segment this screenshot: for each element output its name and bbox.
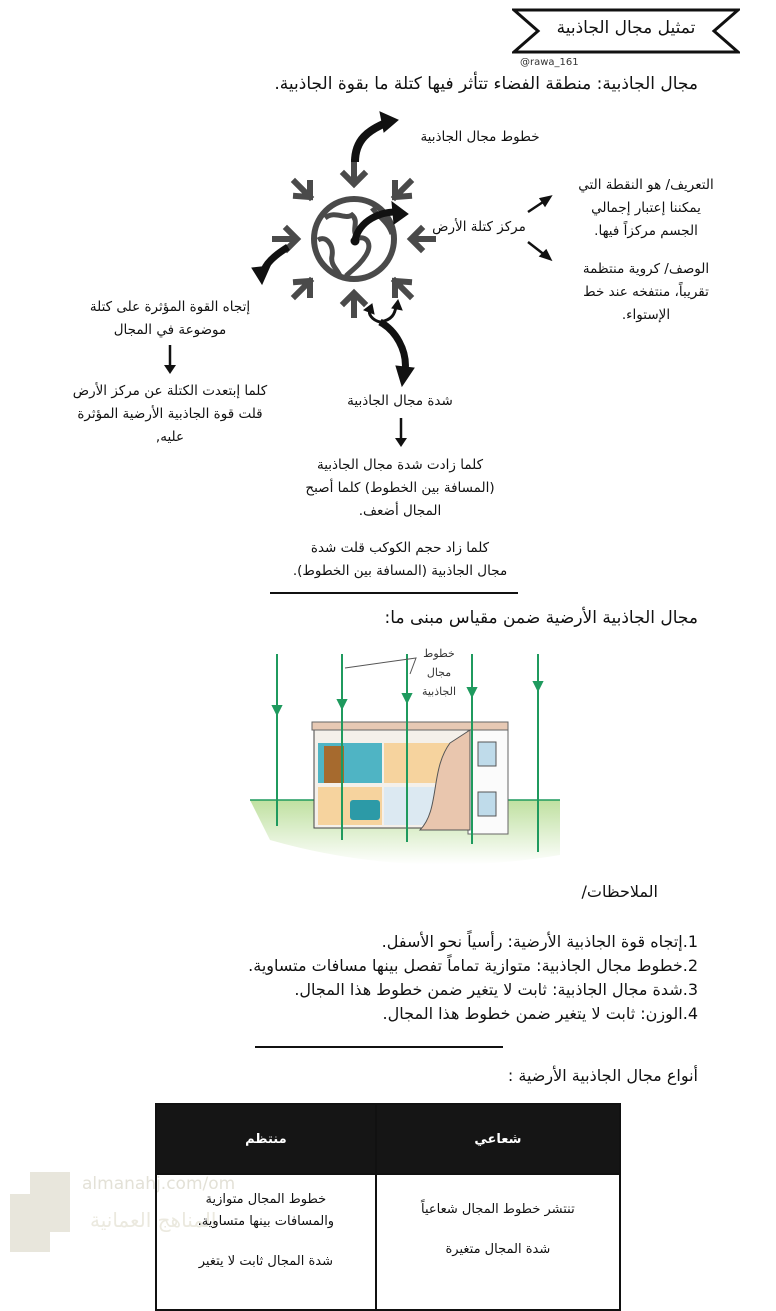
types-heading: أنواع مجال الجاذبية الأرضية : [507, 1066, 698, 1085]
down-arrow-icon [160, 345, 180, 375]
notes-list [248, 930, 698, 1026]
building-figure [250, 640, 560, 870]
label-definition: التعريف/ هو النقطة التي يمكننا إعتبار إجمالي الجسم مركزاً فيها. [578, 177, 714, 239]
label-force-direction: إتجاه القوة المؤثرة على كتلة موضوعة في المجال [89, 299, 251, 338]
cell-radial: تنتشر خطوط المجال شعاعياً شدة المجال متغيرة [376, 1174, 620, 1310]
label-description: الوصف/ كروية منتظمة تقريباً، منتفخه عند خط الإستواء. [582, 261, 710, 323]
note-item: 1.إتجاه قوة الجاذبية الأرضية: رأسياً نحو الأسفل. [381, 932, 698, 951]
column-header-uniform: منتظم [156, 1104, 376, 1174]
note-item: 2.خطوط مجال الجاذبية: متوازية تماماً تفصل بينها مسافات متساوية. [248, 956, 698, 975]
notes-heading: الملاحظات/ [581, 882, 658, 901]
label-planet-size: كلما زاد حجم الكوكب قلت شدة مجال الجاذبية (المسافة بين الخطوط). [292, 540, 508, 579]
divider [270, 592, 518, 594]
definition-text: مجال الجاذبية: منطقة الفضاء تتأثر فيها كتلة ما بقوة الجاذبية. [274, 74, 698, 94]
label-strength-result: كلما زادت شدة مجال الجاذبية (المسافة بين الخطوط) كلما أصبح المجال أضعف. [305, 457, 495, 519]
note-item: 3.شدة مجال الجاذبية: ثابت لا يتغير ضمن خطوط هذا المجال. [294, 980, 698, 999]
watermark-logo-icon [10, 1172, 70, 1252]
label-field-lines: خطوط مجال الجاذبية [420, 129, 540, 145]
watermark: almanahj.com/om المناهج العمانية [10, 1172, 70, 1256]
note-item: 4.الوزن: ثابت لا يتغير ضمن خطوط هذا المجال. [382, 1004, 698, 1023]
page-title: تمثيل مجال الجاذبية [556, 18, 696, 38]
cell-uniform: خطوط المجال متوازية والمسافات بينها متساوية. شدة المجال ثابت لا يتغير [156, 1174, 376, 1310]
gravity-diagram [0, 100, 776, 390]
label-field-strength: شدة مجال الجاذبية [347, 393, 453, 409]
label-force-result: كلما إبتعدت الكتلة عن مركز الأرض قلت قوة الجاذبية الأرضية المؤثرة عليه, [72, 383, 268, 445]
figure-label: خطوط مجال الجاذبية [421, 647, 457, 698]
down-arrow-icon [391, 418, 411, 448]
author-handle: @rawa_161 [520, 57, 579, 68]
title-banner [512, 8, 740, 54]
label-center-of-mass: مركز كتلة الأرض [432, 219, 526, 235]
column-header-radial: شعاعي [376, 1104, 620, 1174]
divider [255, 1046, 503, 1048]
building-heading: مجال الجاذبية الأرضية ضمن مقياس مبنى ما: [384, 608, 698, 628]
